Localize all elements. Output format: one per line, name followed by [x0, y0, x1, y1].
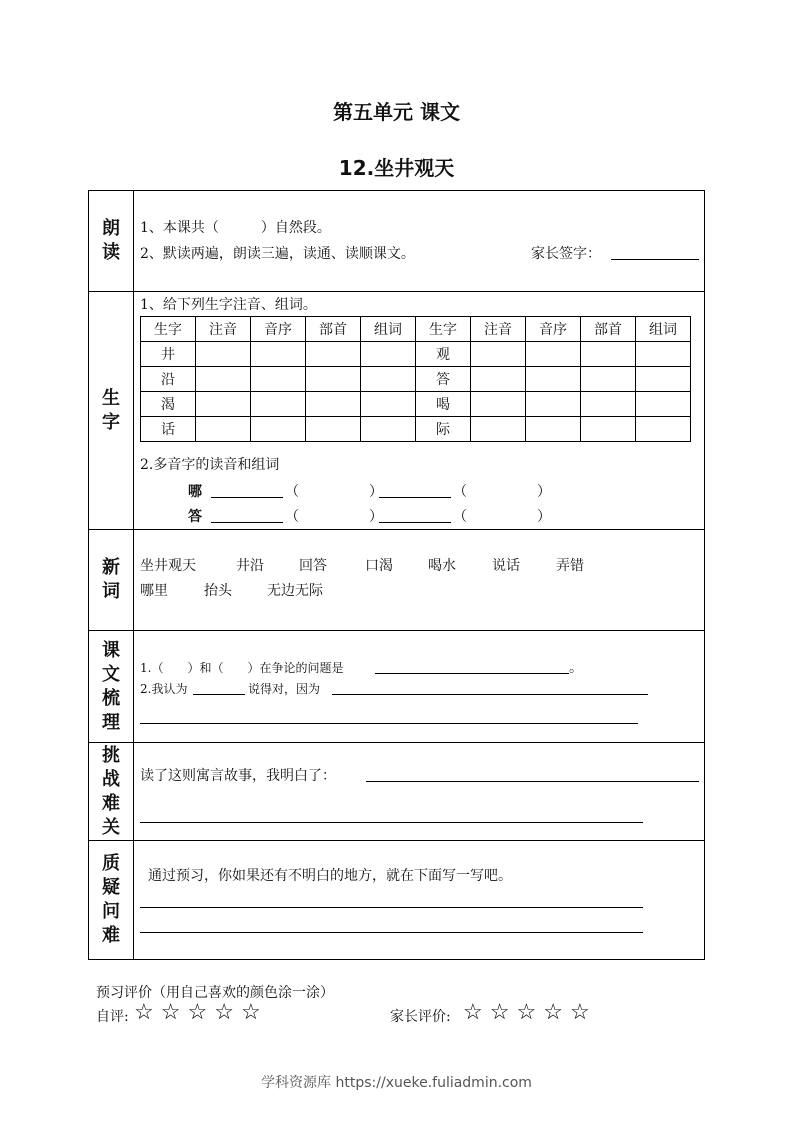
section-new-words: [89, 530, 704, 631]
pinyin-paren: （ ）: [453, 509, 551, 525]
word-item: 喝水: [428, 558, 456, 574]
section-label-challenge: 挑 战 难 关: [89, 743, 134, 840]
section-label-characters: 生 字: [89, 292, 134, 529]
star-icon[interactable]: ☆: [489, 1000, 510, 1025]
star-icon[interactable]: ☆: [240, 1000, 261, 1025]
polyphonic-title: 2.多音字的读音和组词: [140, 457, 280, 473]
outline-extra-line[interactable]: [140, 723, 638, 724]
characters-table: [140, 316, 691, 442]
star-icon[interactable]: ☆: [516, 1000, 537, 1025]
polyphonic-blank[interactable]: [211, 522, 283, 523]
word-item: 口渴: [365, 558, 393, 574]
section-challenge: [89, 743, 704, 841]
word-item: 抬头: [204, 583, 232, 599]
word-item: 无边无际: [267, 583, 323, 599]
word-item: 哪里: [140, 583, 168, 599]
section-label-new-words: 新 词: [89, 530, 134, 630]
self-eval-stars: [134, 1000, 268, 1025]
parent-sign-line[interactable]: [611, 259, 699, 260]
section-reading: [89, 191, 704, 292]
worksheet-table: [88, 190, 705, 960]
parent-eval-label: 家长评价:: [390, 1009, 451, 1025]
outline-q2-mid: 说得对，因为: [248, 682, 321, 696]
pinyin-paren: （ ）: [285, 484, 383, 500]
word-item: 坐井观天: [140, 558, 196, 574]
star-icon[interactable]: ☆: [569, 1000, 590, 1025]
section-characters: [89, 292, 704, 530]
star-icon[interactable]: ☆: [160, 1000, 181, 1025]
watermark: 学科资源库 https://xueke.fuliadmin.com: [261, 1075, 532, 1091]
outline-q2-blank-a[interactable]: [193, 694, 245, 695]
star-icon[interactable]: ☆: [543, 1000, 563, 1025]
unit-title: 第五单元 课文: [333, 100, 460, 124]
outline-q1: 1.（ ）和（ ）在争论的问题是: [140, 661, 344, 675]
section-label-reading: 朗 读: [89, 191, 134, 291]
parent-sign-label: 家长签字：: [531, 246, 601, 262]
self-eval-label: 自评:: [96, 1009, 129, 1025]
outline-q2-blank-b[interactable]: [332, 694, 648, 695]
questions-prompt: 通过预习，你如果还有不明白的地方，就在下面写一写吧。: [148, 868, 512, 884]
challenge-line-1[interactable]: [366, 781, 699, 782]
pinyin-paren: （ ）: [285, 509, 383, 525]
reading-line-2: 2、默读两遍，朗读三遍，读通、读顺课文。: [140, 246, 415, 262]
table-row: 井 观: [141, 342, 691, 367]
section-questions: [89, 841, 704, 959]
questions-line-2[interactable]: [140, 932, 643, 933]
section-label-text-outline: 课 文 梳 理: [89, 631, 134, 742]
reading-line-1: 1、本课共（ ）自然段。: [140, 220, 331, 236]
polyphonic-char: 答: [188, 509, 202, 525]
table-row: 沿 答: [141, 367, 691, 392]
star-icon[interactable]: ☆: [214, 1000, 234, 1025]
outline-q1-blank[interactable]: [375, 673, 569, 674]
polyphonic-blank[interactable]: [379, 497, 451, 498]
challenge-line-2[interactable]: [140, 822, 643, 823]
outline-q2: 2.我认为: [140, 682, 188, 696]
star-icon[interactable]: ☆: [463, 1000, 483, 1025]
parent-eval-stars: [463, 1000, 597, 1025]
challenge-prompt: 读了这则寓言故事，我明白了：: [140, 768, 336, 784]
pinyin-paren: （ ）: [453, 484, 551, 500]
table-row: 话 际: [141, 417, 691, 442]
section-label-questions: 质 疑 问 难: [89, 841, 134, 959]
table-row: 渴 喝: [141, 392, 691, 417]
table-header-row: 生字 注音 音序 部首 组词 生字 注音 音序 部首 组词: [141, 317, 691, 342]
word-item: 说话: [492, 558, 520, 574]
polyphonic-char: 哪: [188, 484, 202, 500]
word-item: 井沿: [236, 558, 264, 574]
characters-instruction: 1、给下列生字注音、组词。: [140, 297, 317, 313]
polyphonic-blank[interactable]: [211, 497, 283, 498]
star-icon[interactable]: ☆: [134, 1000, 154, 1025]
questions-line-1[interactable]: [140, 907, 643, 908]
polyphonic-blank[interactable]: [379, 522, 451, 523]
outline-q1-end: 。: [569, 660, 583, 676]
section-text-outline: [89, 631, 704, 743]
star-icon[interactable]: ☆: [187, 1000, 208, 1025]
evaluation-title: 预习评价（用自己喜欢的颜色涂一涂）: [96, 985, 334, 1001]
word-item: 回答: [299, 558, 327, 574]
lesson-title: 12.坐井观天: [338, 156, 455, 180]
word-item: 弄错: [556, 558, 584, 574]
